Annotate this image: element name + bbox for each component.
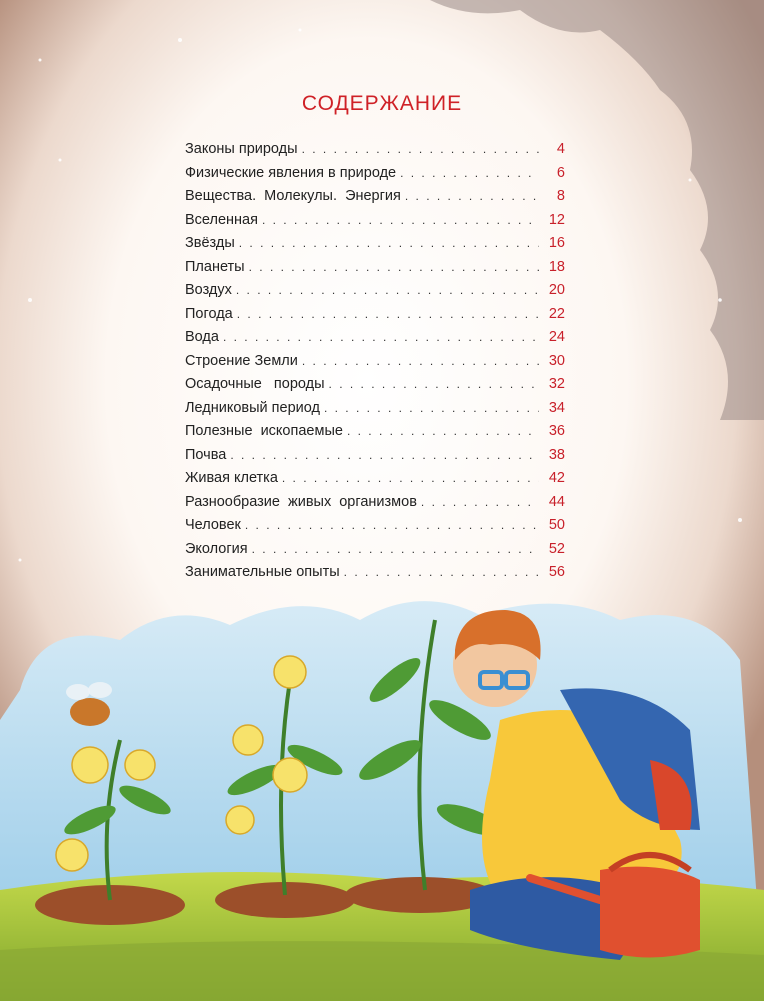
toc-entry-label: Воздух — [185, 282, 232, 298]
dot-leader — [344, 565, 539, 579]
dot-leader — [237, 307, 539, 321]
dot-leader — [329, 377, 539, 391]
toc-page-number: 4 — [556, 141, 565, 157]
toc-page-number: 18 — [548, 258, 565, 275]
toc-page-number: 42 — [548, 470, 565, 486]
list-item[interactable] — [185, 470, 565, 494]
dot-leader — [400, 166, 539, 180]
dot-leader — [302, 354, 539, 368]
toc-page-number: 34 — [548, 399, 565, 416]
toc-page-number: 32 — [548, 376, 565, 392]
table-of-contents — [185, 141, 565, 588]
toc-entry-label: Экология — [185, 540, 248, 557]
toc-entry-label: Занимательные опыты — [185, 564, 340, 580]
toc-entry-label: Полезные ископаемые — [185, 423, 343, 439]
list-item[interactable] — [185, 376, 565, 400]
list-item[interactable] — [185, 494, 565, 518]
list-item[interactable] — [185, 165, 565, 189]
list-item[interactable] — [185, 517, 565, 541]
toc-page-number: 50 — [548, 517, 565, 533]
dot-leader — [249, 260, 539, 274]
toc-page-number: 52 — [548, 540, 565, 557]
toc-entry-label: Вещества. Молекулы. Энергия — [185, 188, 401, 204]
toc-entry-label: Погода — [185, 305, 233, 322]
toc-entry-label: Планеты — [185, 258, 245, 275]
toc-page-number: 56 — [548, 564, 565, 580]
dot-leader — [262, 213, 539, 227]
dot-leader — [421, 495, 539, 509]
list-item[interactable] — [185, 400, 565, 424]
toc-page-number: 24 — [548, 329, 565, 345]
list-item[interactable] — [185, 564, 565, 588]
list-item[interactable] — [185, 141, 565, 165]
toc-page-number: 8 — [556, 188, 565, 204]
dot-leader — [252, 542, 539, 556]
list-item[interactable] — [185, 235, 565, 259]
page-title: СОДЕРЖАНИЕ — [301, 92, 463, 115]
illustration-scene — [0, 601, 764, 1001]
toc-entry-label: Почва — [185, 446, 227, 463]
toc-entry-label: Звёзды — [185, 235, 235, 251]
list-item[interactable] — [185, 188, 565, 212]
dot-leader — [302, 142, 539, 156]
dot-leader — [324, 401, 539, 415]
dot-leader — [245, 518, 539, 532]
toc-page-number: 38 — [548, 446, 565, 463]
toc-entry-label: Физические явления в природе — [185, 164, 397, 181]
toc-page-number: 30 — [548, 352, 565, 369]
dot-leader — [239, 236, 539, 250]
toc-page-number: 22 — [548, 305, 565, 322]
toc-page-number: 20 — [548, 282, 565, 298]
toc-entry-label: Человек — [185, 517, 241, 533]
dot-leader — [230, 448, 539, 462]
list-item[interactable] — [185, 353, 565, 377]
list-item[interactable] — [185, 282, 565, 306]
dot-leader — [282, 471, 539, 485]
toc-entry-label: Законы природы — [185, 141, 298, 157]
toc-page-number: 6 — [556, 164, 565, 181]
toc-entry-label: Осадочные породы — [185, 376, 325, 392]
dot-leader — [347, 424, 539, 438]
toc-entry-label: Строение Земли — [185, 352, 298, 369]
toc-entry-label: Вода — [185, 329, 219, 345]
list-item[interactable] — [185, 259, 565, 283]
list-item[interactable] — [185, 447, 565, 471]
list-item[interactable] — [185, 306, 565, 330]
list-item[interactable] — [185, 423, 565, 447]
toc-entry-label: Живая клетка — [185, 470, 278, 486]
toc-page-number: 36 — [548, 423, 565, 439]
list-item[interactable] — [185, 329, 565, 353]
toc-page-number: 12 — [548, 211, 565, 228]
list-item[interactable] — [185, 212, 565, 236]
dot-leader — [223, 330, 539, 344]
dot-leader — [236, 283, 539, 297]
toc-entry-label: Разнообразие живых организмов — [185, 493, 417, 510]
toc-page-number: 44 — [548, 493, 565, 510]
toc-entry-label: Ледниковый период — [185, 399, 320, 416]
toc-page-number: 16 — [548, 235, 565, 251]
list-item[interactable] — [185, 541, 565, 565]
toc-entry-label: Вселенная — [185, 211, 258, 228]
dot-leader — [405, 189, 539, 203]
